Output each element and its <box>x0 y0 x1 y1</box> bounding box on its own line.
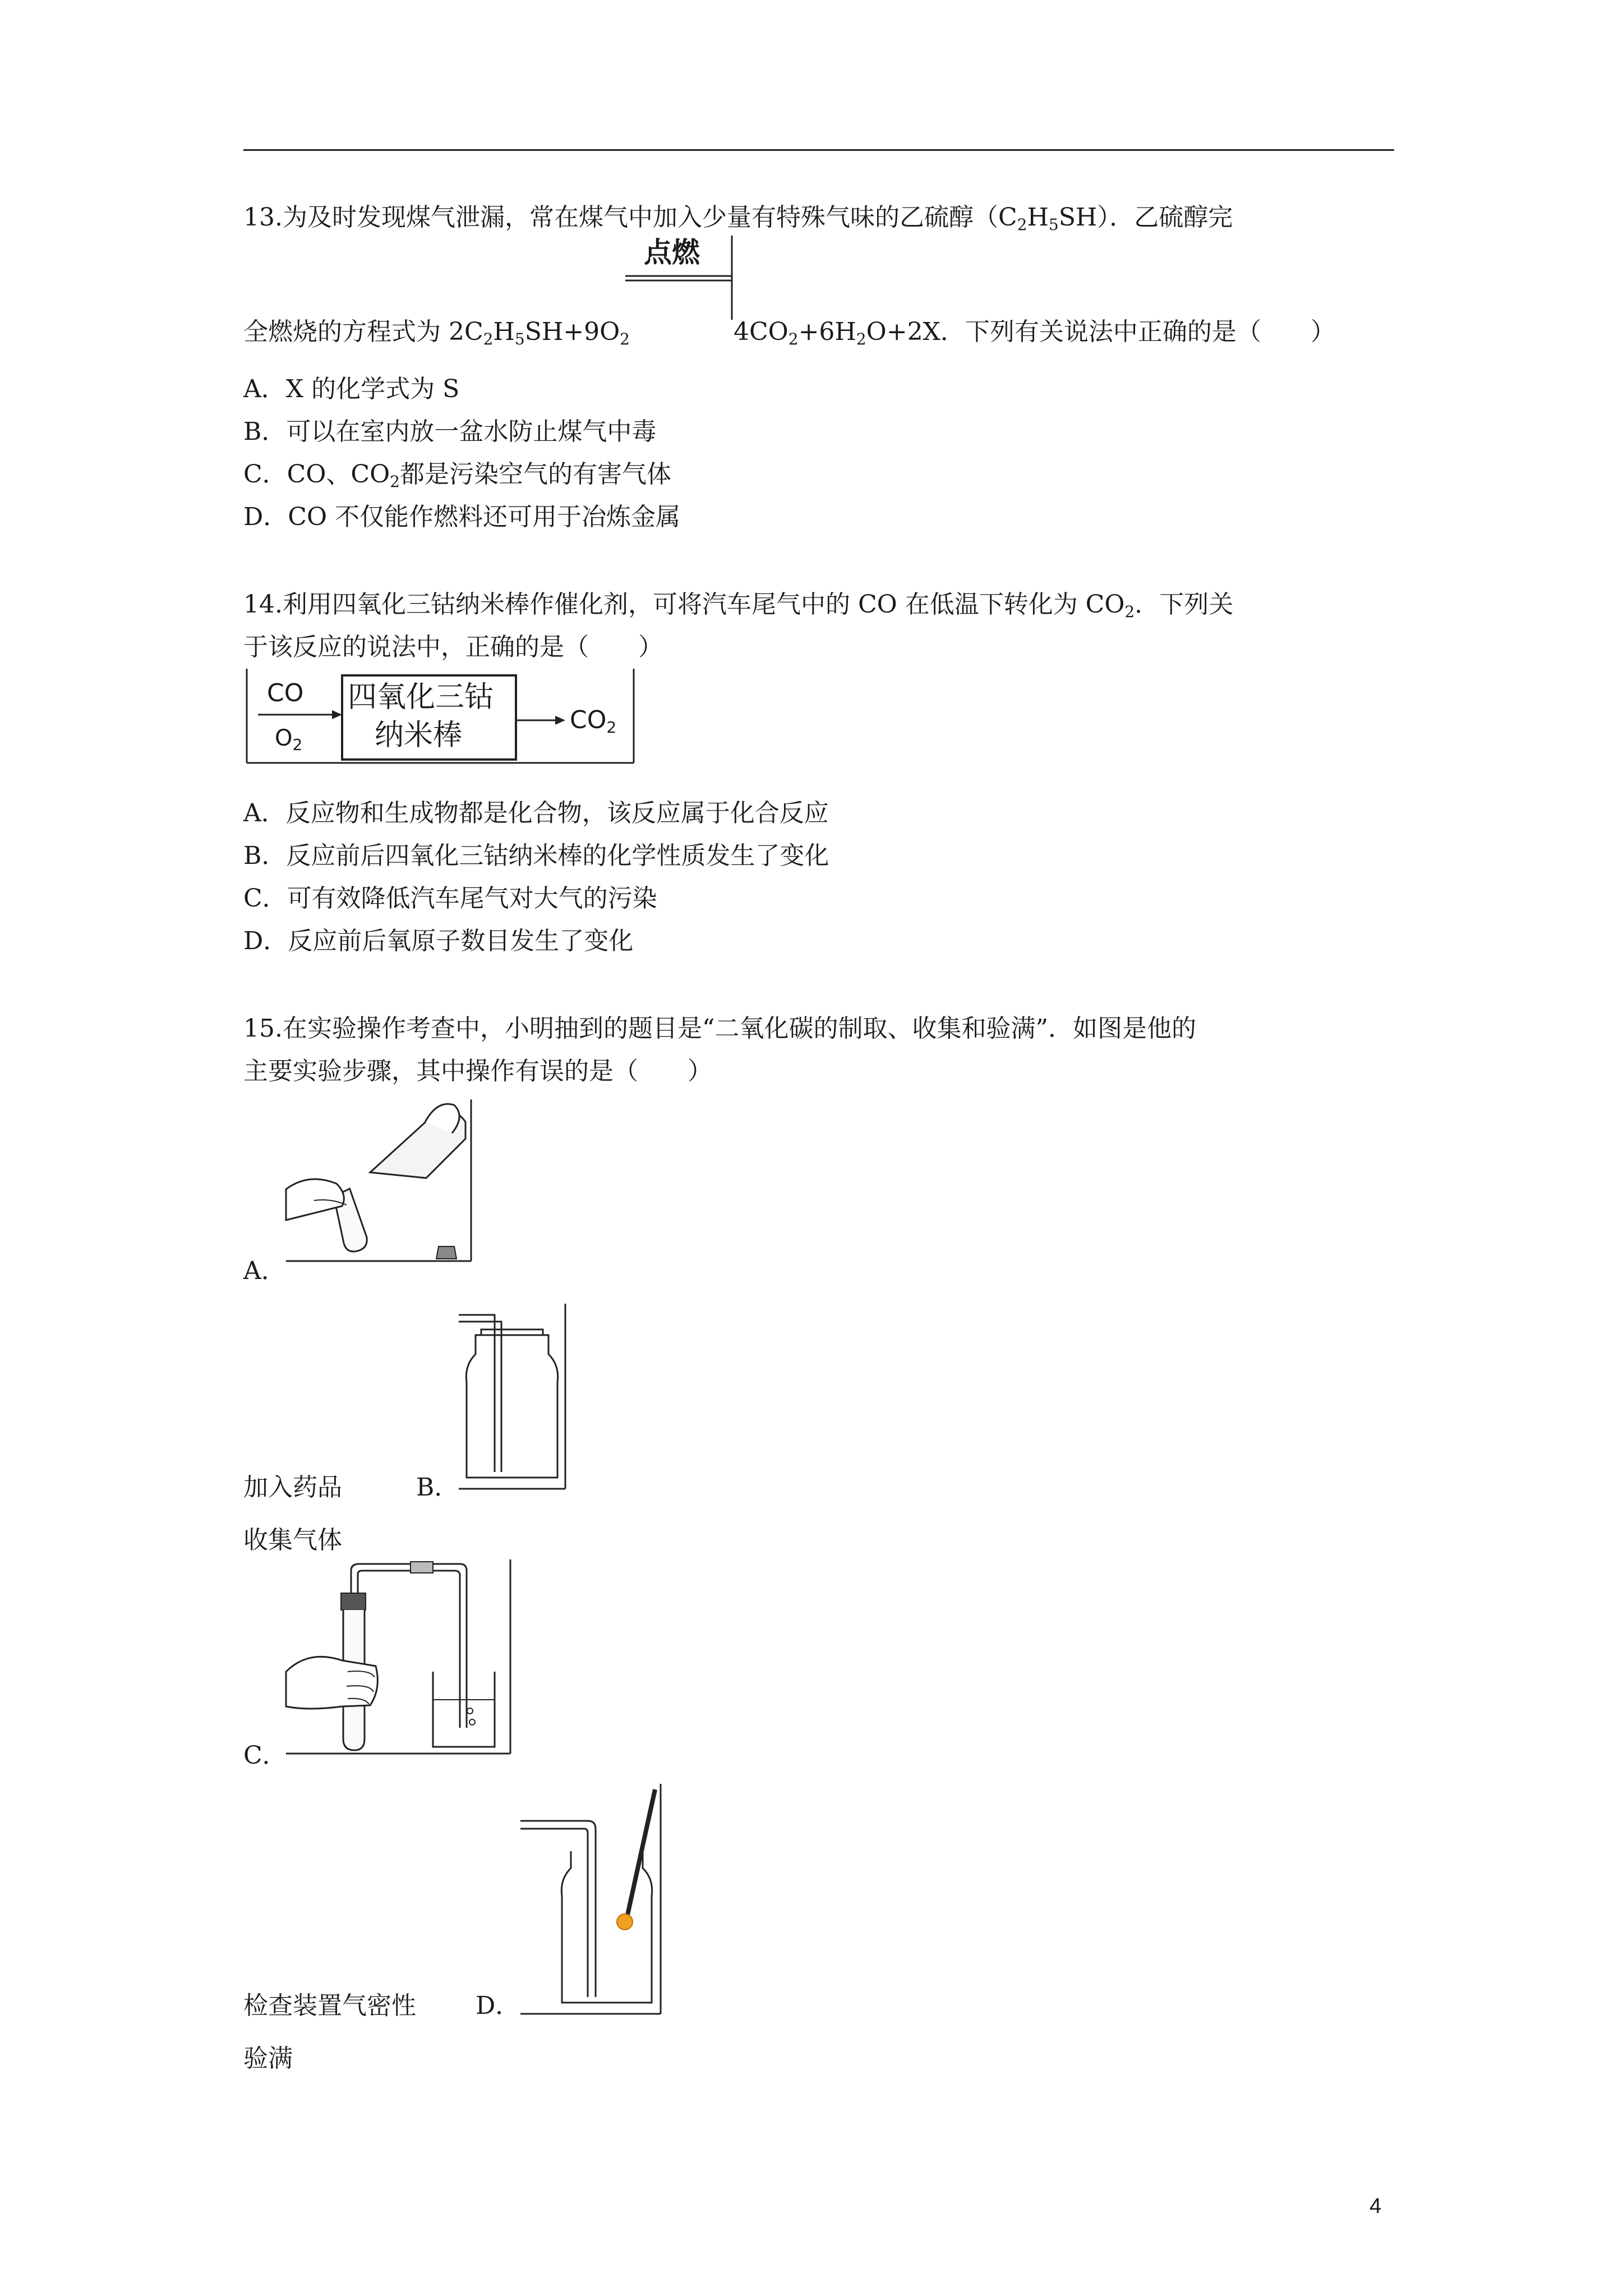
figure-a-letter: A． <box>243 1257 286 1285</box>
q14-text-b: ．下列关 <box>1135 590 1234 619</box>
q14-option-d: D．反应前后氧原子数目发生了变化 <box>243 927 634 955</box>
q13-option-c <box>243 458 671 491</box>
figure-c-letter: C． <box>243 1741 287 1770</box>
q14-option-b: B．反应前后四氧化三钴纳米棒的化学性质发生了变化 <box>243 841 829 870</box>
q13-line1 <box>243 201 1233 234</box>
q13-sub: 2 <box>1017 215 1027 234</box>
q13-eq-a: 全燃烧的方程式为 2C <box>243 318 483 346</box>
figure-b-letter: B． <box>416 1473 459 1502</box>
diagram-output-co2 <box>570 703 616 737</box>
diagram-box-line1: 四氧化三钴 <box>348 680 494 714</box>
q13-eq-e: +6H <box>798 318 856 346</box>
figure-a-caption: 加入药品 <box>243 1473 342 1502</box>
q13-sub: 2 <box>390 472 400 491</box>
q13-number: 13. <box>243 203 283 232</box>
figure-b-caption: 收集气体 <box>243 1526 342 1554</box>
header-rule <box>243 149 1394 151</box>
co2-a: CO <box>570 706 607 734</box>
q13-option-c-a: C．CO、CO <box>243 460 390 489</box>
figure-c-caption: 检查装置气密性 <box>243 1991 416 2020</box>
diagram-input-o2 <box>275 721 302 755</box>
diagram-box-line2: 纳米棒 <box>375 719 463 752</box>
figure-b-collecting-gas <box>459 1304 571 1492</box>
reaction-condition: 点燃 <box>644 236 700 269</box>
co2-sub: 2 <box>606 718 617 737</box>
figure-c-airtightness-check <box>286 1559 516 1757</box>
q13-sub: 2 <box>788 330 799 348</box>
q13-sub: 2 <box>483 330 494 348</box>
q15-line2: 主要实验步骤，其中操作有误的是（ ） <box>243 1057 712 1085</box>
q13-text-b: H <box>1027 203 1049 232</box>
q13-eq-d: 4CO <box>734 318 789 346</box>
q14-line1 <box>243 588 1233 622</box>
q14-number: 14. <box>243 590 283 619</box>
q13-eq-b: H <box>493 318 515 346</box>
figure-a-adding-reagent <box>286 1099 477 1262</box>
diagram-input-co: CO <box>267 679 304 707</box>
page-number: 4 <box>1370 2194 1382 2218</box>
q13-line2 <box>243 315 630 349</box>
q13-line2-right <box>734 315 1335 349</box>
o2-a: O <box>275 725 293 751</box>
q13-option-c-b: 都是污染空气的有害气体 <box>399 460 671 489</box>
figure-d-letter: D． <box>476 1991 520 2020</box>
q13-eq-c: SH+9O <box>524 318 620 346</box>
q13-sub: 5 <box>1048 215 1059 234</box>
q15-text: 在实验操作考查中，小明抽到的题目是“二氧化碳的制取、收集和验满”．如图是他的 <box>282 1014 1196 1043</box>
figure-d-checking-full <box>520 1784 666 2019</box>
q13-text-a: 为及时发现煤气泄漏，常在煤气中加入少量有特殊气味的乙硫醇（C <box>282 203 1017 232</box>
q13-text-c: SH）．乙硫醇完 <box>1058 203 1233 232</box>
q15-line1 <box>243 1012 1196 1046</box>
q14-sub: 2 <box>1124 602 1135 621</box>
q14-option-a: A．反应物和生成物都是化合物，该反应属于化合反应 <box>243 799 829 827</box>
q14-option-c: C．可有效降低汽车尾气对大气的污染 <box>243 884 657 913</box>
q13-sub: 2 <box>620 330 630 348</box>
q14-text-a: 利用四氧化三钴纳米棒作催化剂，可将汽车尾气中的 CO 在低温下转化为 CO <box>282 590 1125 619</box>
q13-option-b: B．可以在室内放一盆水防止煤气中毒 <box>243 417 657 446</box>
q13-sub: 2 <box>856 330 866 348</box>
q13-sub: 5 <box>514 330 525 348</box>
q13-option-d: D．CO 不仅能作燃料还可用于冶炼金属 <box>243 503 681 531</box>
q13-eq-f: O+2X．下列有关说法中正确的是（ ） <box>866 318 1335 346</box>
q15-number: 15. <box>243 1014 283 1043</box>
q14-line2: 于该反应的说法中，正确的是（ ） <box>243 633 663 661</box>
o2-sub: 2 <box>292 735 303 754</box>
q13-option-a: A．X 的化学式为 S <box>243 375 460 403</box>
figure-d-caption: 验满 <box>243 2044 293 2073</box>
reaction-arrow-bracket <box>625 236 737 325</box>
